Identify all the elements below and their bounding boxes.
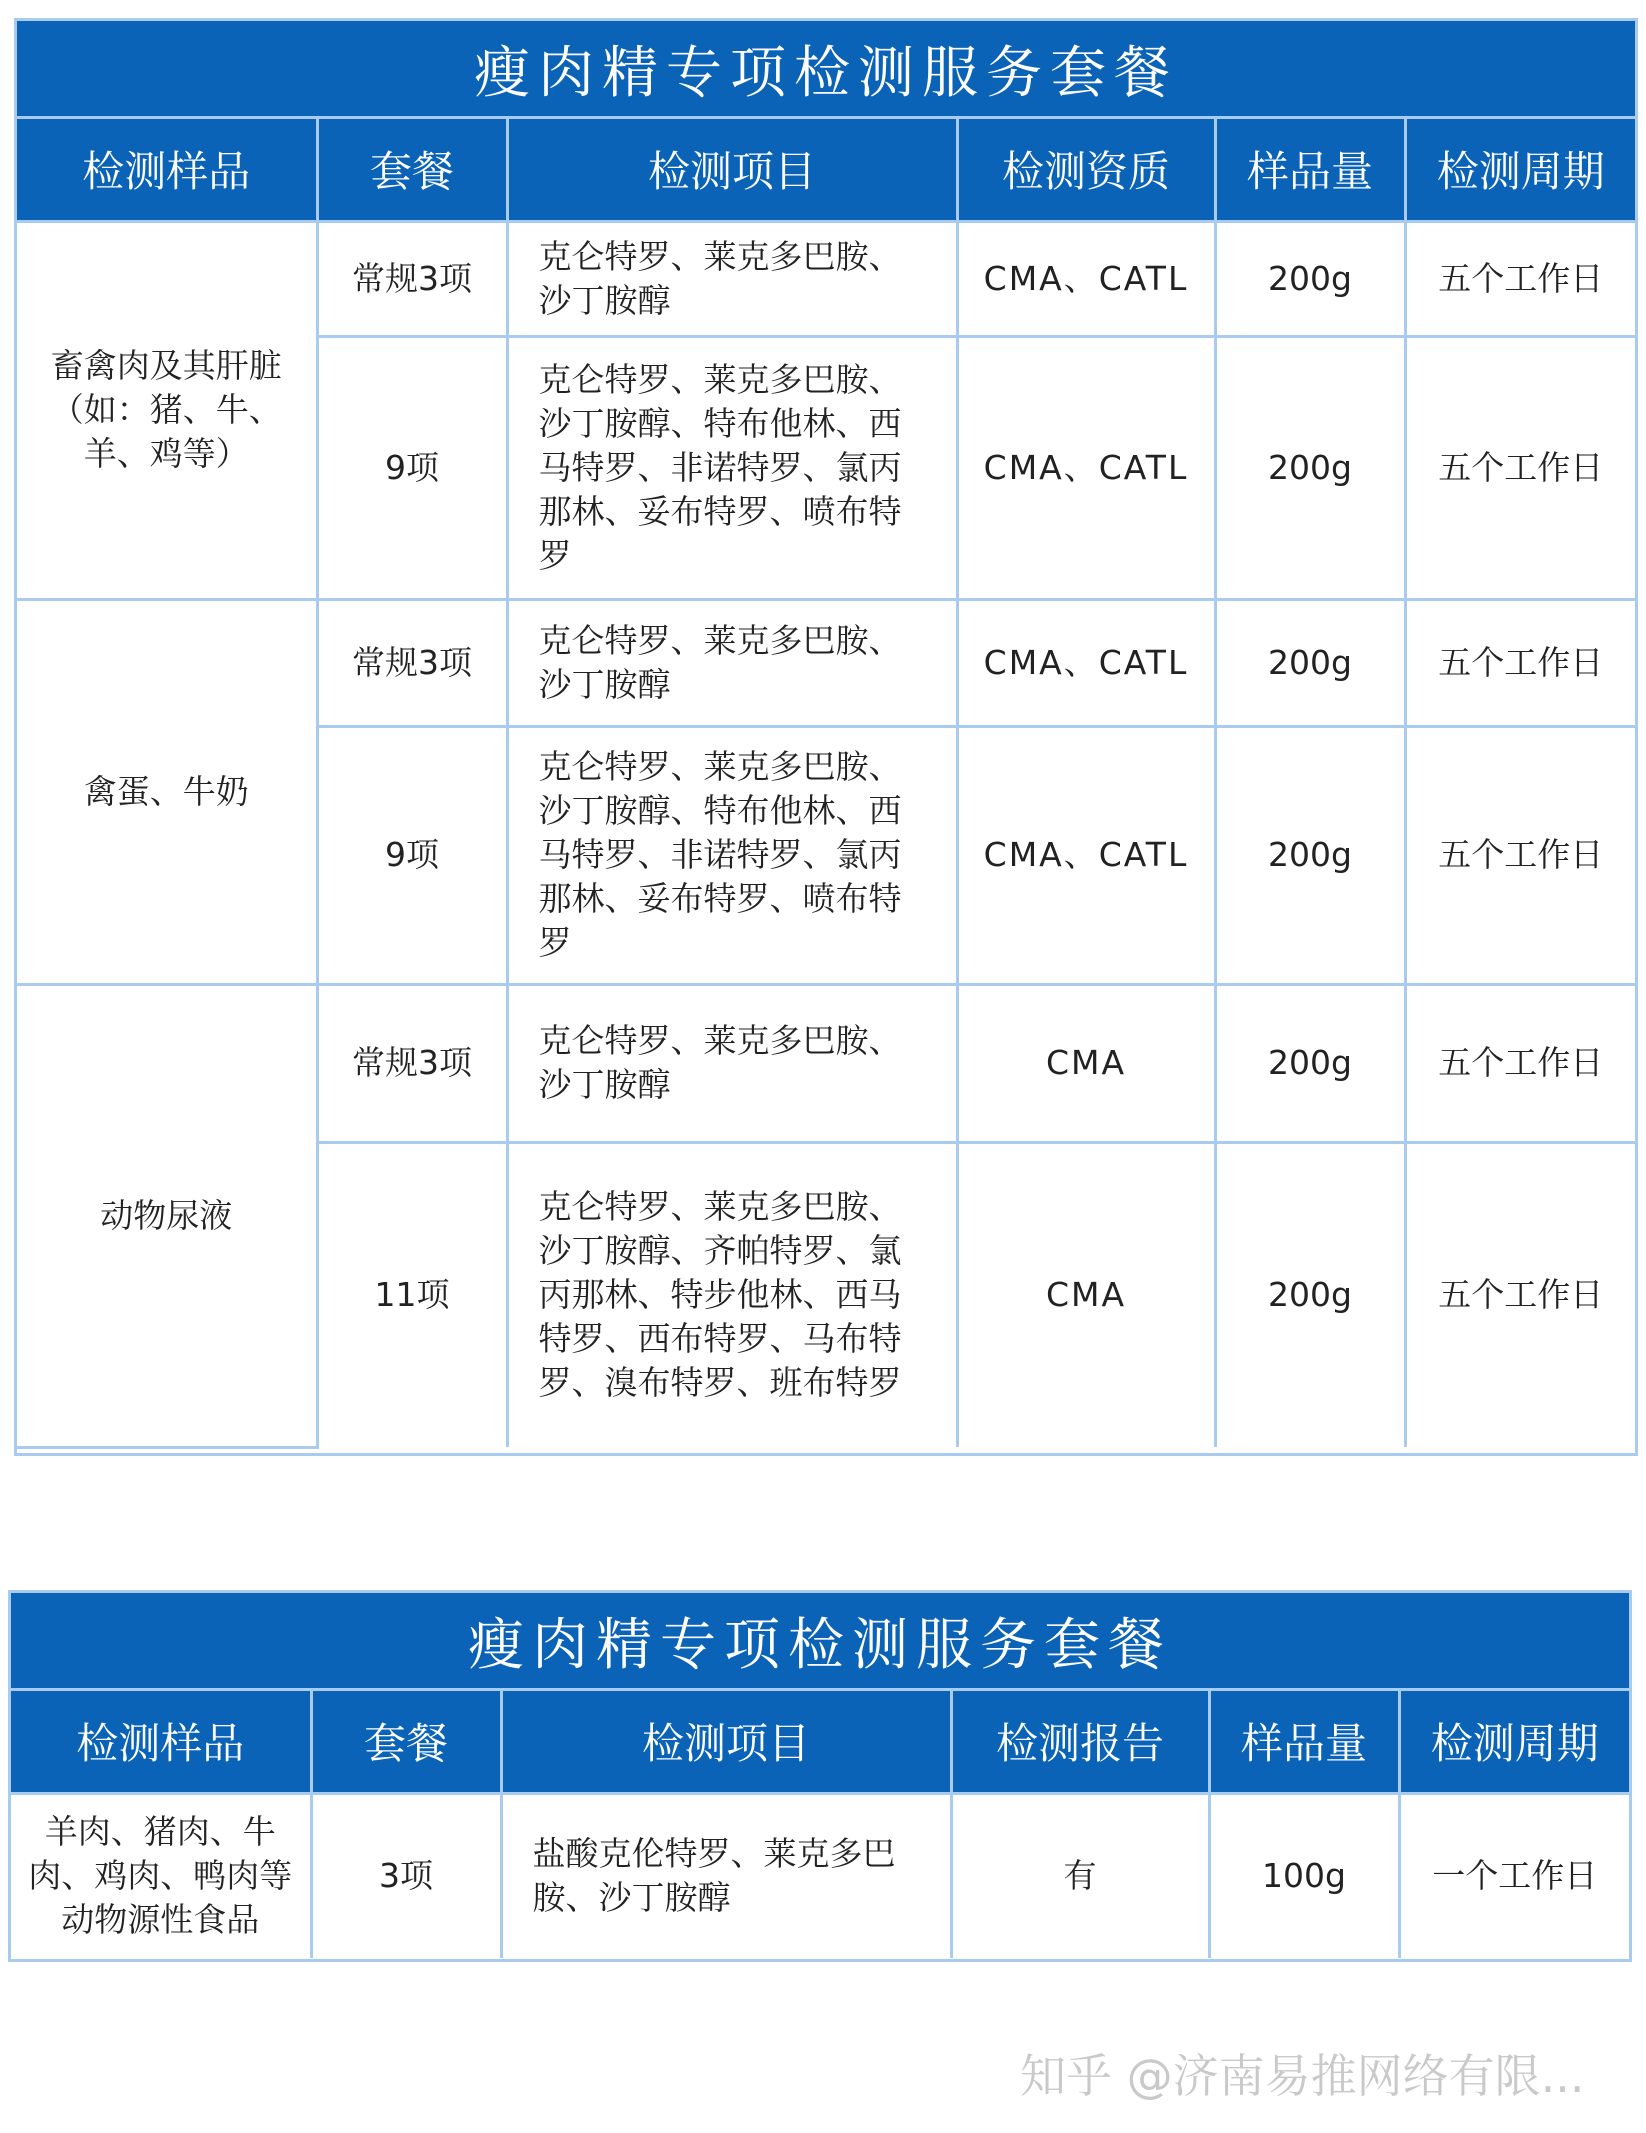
amount-cell: 200g — [1215, 599, 1405, 726]
header-items: 检测项目 — [501, 1691, 951, 1793]
period-cell: 五个工作日 — [1405, 599, 1635, 726]
table-row — [17, 221, 1635, 336]
header-package: 套餐 — [311, 1691, 501, 1793]
period-cell: 五个工作日 — [1405, 221, 1635, 336]
table-row — [17, 984, 1635, 1142]
package-cell: 3项 — [311, 1793, 501, 1958]
package-cell: 9项 — [317, 336, 507, 599]
header-report: 检测报告 — [951, 1691, 1209, 1793]
period-cell: 五个工作日 — [1405, 336, 1635, 599]
header-amount: 样品量 — [1209, 1691, 1399, 1793]
package-cell: 常规3项 — [317, 599, 507, 726]
qualification-cell: CMA、CATL — [957, 599, 1215, 726]
package-table — [17, 119, 1635, 1449]
amount-cell: 200g — [1215, 336, 1405, 599]
amount-cell: 200g — [1215, 1142, 1405, 1447]
sample-cell: 畜禽肉及其肝脏（如：猪、牛、羊、鸡等） — [17, 221, 317, 599]
qualification-cell: CMA — [957, 984, 1215, 1142]
period-cell: 一个工作日 — [1399, 1793, 1629, 1958]
items-cell: 盐酸克伦特罗、莱克多巴胺、沙丁胺醇 — [501, 1793, 951, 1958]
qualification-cell: CMA、CATL — [957, 336, 1215, 599]
service-table-2 — [8, 1590, 1632, 1962]
header-amount: 样品量 — [1215, 119, 1405, 221]
header-period: 检测周期 — [1399, 1691, 1629, 1793]
package-cell: 9项 — [317, 726, 507, 984]
watermark: 知乎 @济南易推网络有限... — [1020, 2049, 1585, 2103]
period-cell: 五个工作日 — [1405, 1142, 1635, 1447]
table-title: 瘦肉精专项检测服务套餐 — [11, 1593, 1629, 1691]
items-cell: 克仑特罗、莱克多巴胺、沙丁胺醇、特布他林、西马特罗、非诺特罗、氯丙那林、妥布特罗、喷布特罗 — [507, 336, 957, 599]
package-cell: 11项 — [317, 1142, 507, 1447]
package-cell: 常规3项 — [317, 221, 507, 336]
header-sample: 检测样品 — [17, 119, 317, 221]
header-qualification: 检测资质 — [957, 119, 1215, 221]
period-cell: 五个工作日 — [1405, 984, 1635, 1142]
table-row — [11, 1793, 1629, 1958]
header-row — [17, 119, 1635, 221]
header-period: 检测周期 — [1405, 119, 1635, 221]
items-cell: 克仑特罗、莱克多巴胺、沙丁胺醇 — [507, 984, 957, 1142]
items-cell: 克仑特罗、莱克多巴胺、沙丁胺醇 — [507, 221, 957, 336]
amount-cell: 200g — [1215, 221, 1405, 336]
package-cell: 常规3项 — [317, 984, 507, 1142]
header-package: 套餐 — [317, 119, 507, 221]
table-row — [17, 599, 1635, 726]
header-row — [11, 1691, 1629, 1793]
amount-cell: 100g — [1209, 1793, 1399, 1958]
package-table — [11, 1691, 1629, 1958]
items-cell: 克仑特罗、莱克多巴胺、沙丁胺醇、特布他林、西马特罗、非诺特罗、氯丙那林、妥布特罗、喷布特罗 — [507, 726, 957, 984]
header-sample: 检测样品 — [11, 1691, 311, 1793]
header-items: 检测项目 — [507, 119, 957, 221]
amount-cell: 200g — [1215, 984, 1405, 1142]
items-cell: 克仑特罗、莱克多巴胺、沙丁胺醇、齐帕特罗、氯丙那林、特步他林、西马特罗、西布特罗、马布特罗、溴布特罗、班布特罗 — [507, 1142, 957, 1447]
amount-cell: 200g — [1215, 726, 1405, 984]
qualification-cell: CMA — [957, 1142, 1215, 1447]
table-title: 瘦肉精专项检测服务套餐 — [17, 21, 1635, 119]
period-cell: 五个工作日 — [1405, 726, 1635, 984]
report-cell: 有 — [951, 1793, 1209, 1958]
items-cell: 克仑特罗、莱克多巴胺、沙丁胺醇 — [507, 599, 957, 726]
sample-cell: 禽蛋、牛奶 — [17, 599, 317, 984]
qualification-cell: CMA、CATL — [957, 221, 1215, 336]
sample-cell: 动物尿液 — [17, 984, 317, 1447]
service-table-1 — [14, 18, 1638, 1456]
qualification-cell: CMA、CATL — [957, 726, 1215, 984]
sample-cell: 羊肉、猪肉、牛肉、鸡肉、鸭肉等动物源性食品 — [11, 1793, 311, 1958]
